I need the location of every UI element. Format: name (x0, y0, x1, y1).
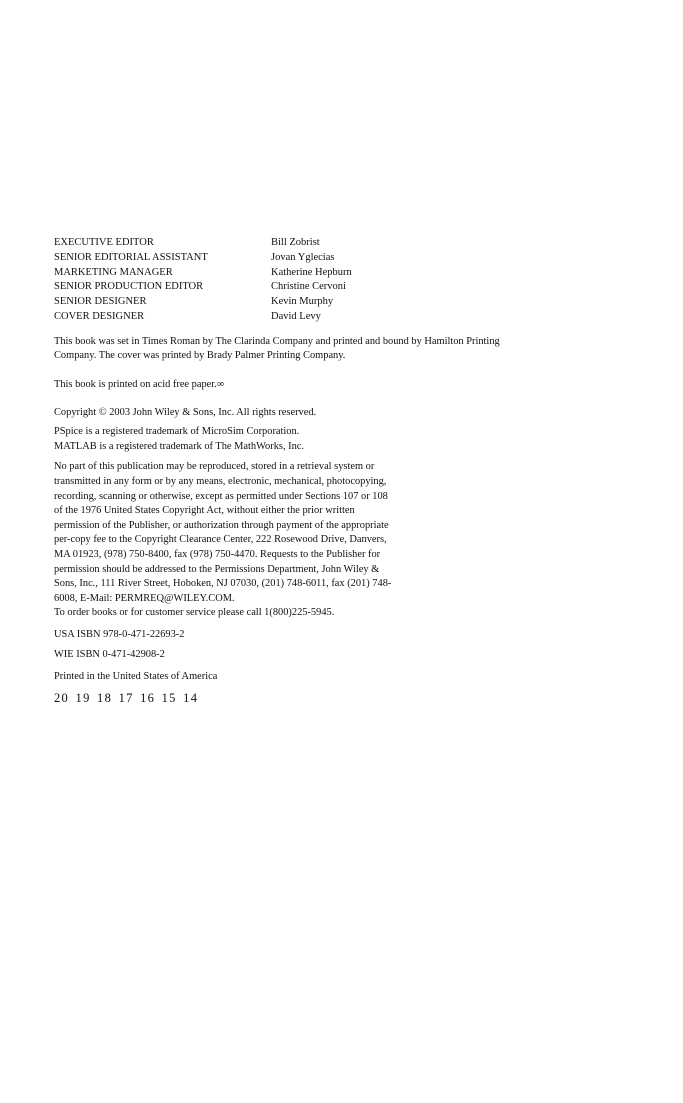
copyright-page (54, 236, 614, 707)
credit-role: EXECUTIVE EDITOR (54, 237, 154, 248)
isbn-wie: WIE ISBN 0-471-42908-2 (54, 649, 165, 661)
credit-name: Kevin Murphy (271, 296, 334, 308)
rights-line: permission of the Publisher, or authorization through payment of the appropriate (54, 519, 389, 531)
printing-note-line: This book was set in Times Roman by The Clarinda Company and printed and bound by Hamilton Printing (54, 335, 500, 347)
credit-name: David Levy (271, 310, 321, 322)
printing-note (54, 335, 584, 364)
acid-free-note: This book is printed on acid free paper.∞ (54, 378, 225, 390)
rights-line: per-copy fee to the Copyright Clearance Center, 222 Rosewood Drive, Danvers, (54, 534, 387, 546)
trademark-line: MATLAB is a registered trademark of The MathWorks, Inc. (54, 440, 305, 452)
rights-line: To order books or for customer service please call 1(800)225-5945. (54, 607, 335, 619)
credits-list (54, 236, 614, 325)
rights-paragraph (54, 460, 454, 621)
printed-in: Printed in the United States of America (54, 671, 218, 683)
credit-role: SENIOR DESIGNER (54, 296, 147, 308)
isbn-usa: USA ISBN 978-0-471-22693-2 (54, 628, 185, 640)
rights-line: permission should be addressed to the Permissions Department, John Wiley & (54, 563, 380, 575)
credit-role: SENIOR EDITORIAL ASSISTANT (54, 251, 208, 263)
credit-name: Bill Zobrist (271, 237, 320, 248)
rights-line: Sons, Inc., 111 River Street, Hoboken, NJ 07030, (201) 748-6011, fax (201) 748- (54, 578, 392, 590)
credit-role: COVER DESIGNER (54, 310, 145, 322)
trademark-notices (54, 425, 614, 454)
credit-name: Jovan Yglecias (271, 251, 335, 263)
rights-line: of the 1976 United States Copyright Act, without either the prior written (54, 505, 355, 517)
rights-line: transmitted in any form or by any means, electronic, mechanical, photocopying, (54, 475, 387, 487)
print-run-numbers: 20 19 18 17 16 15 14 (54, 690, 199, 705)
credit-name: Katherine Hepburn (271, 266, 352, 278)
copyright-notice: Copyright © 2003 John Wiley & Sons, Inc. All rights reserved. (54, 406, 317, 418)
rights-line: recording, scanning or otherwise, except as permitted under Sections 107 or 108 (54, 490, 388, 502)
credit-role: MARKETING MANAGER (54, 266, 173, 278)
rights-line: MA 01923, (978) 750-8400, fax (978) 750-4470. Requests to the Publisher for (54, 548, 381, 560)
rights-line: No part of this publication may be reproduced, stored in a retrieval system or (54, 461, 375, 473)
trademark-line: PSpice is a registered trademark of MicroSim Corporation. (54, 426, 300, 438)
credit-role: SENIOR PRODUCTION EDITOR (54, 281, 204, 293)
credit-name: Christine Cervoni (271, 281, 346, 293)
rights-line: 6008, E-Mail: PERMREQ@WILEY.COM. (54, 592, 235, 604)
printing-note-line: Company. The cover was printed by Brady Palmer Printing Company. (54, 350, 346, 362)
